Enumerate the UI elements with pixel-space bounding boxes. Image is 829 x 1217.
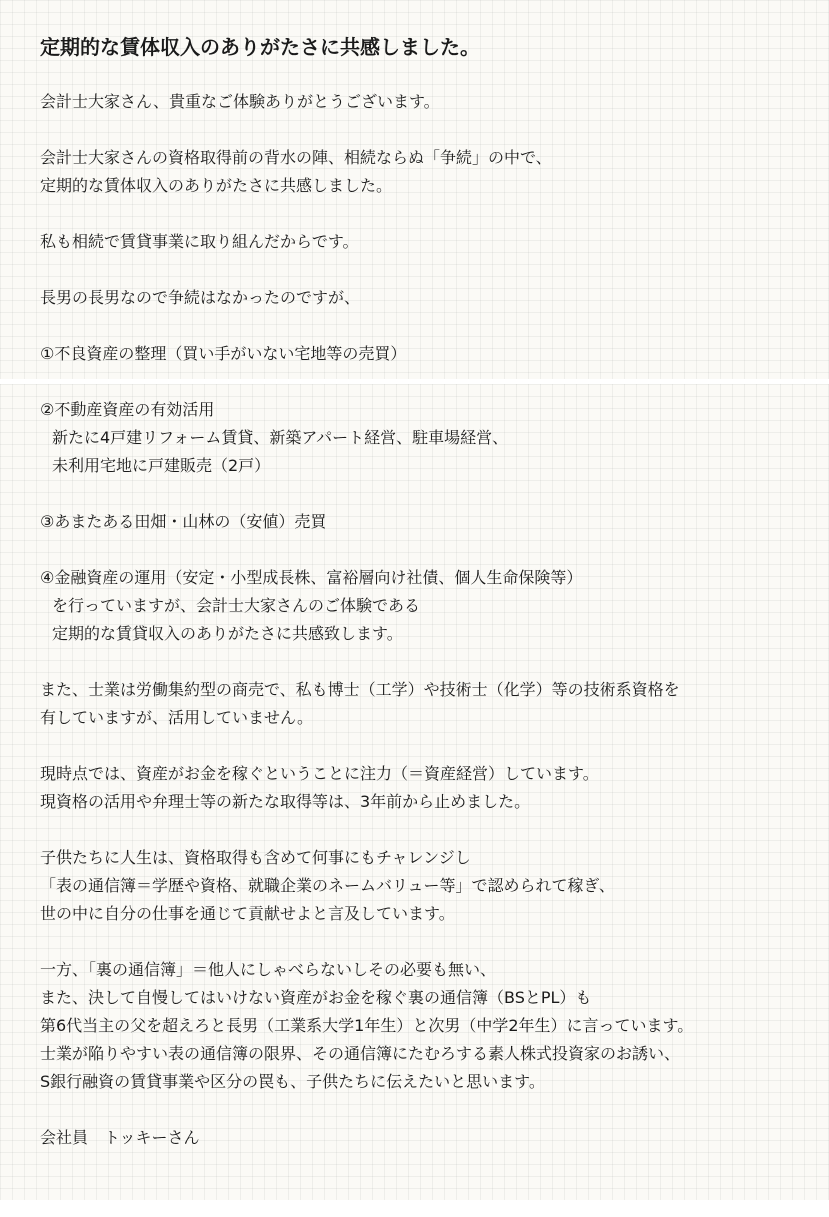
list-item-4: ④金融資産の運用（安定・小型成長株、富裕層向け社債、個人生命保険等） xyxy=(40,568,583,587)
text-line: また、決して自慢してはいけない資産がお金を稼ぐ裏の通信簿（BSとPL）も xyxy=(40,988,592,1007)
list-item-2-detail: 新たに4戸建リフォーム賃貸、新築アパート経営、駐車場経営、 xyxy=(52,428,509,447)
text-line: 士業が陥りやすい表の通信簿の限界、その通信簿にたむろする素人株式投資家のお誘い、 xyxy=(40,1044,681,1063)
text-line: 会計士大家さんの資格取得前の背水の陣、相続ならぬ「争続」の中で、 xyxy=(40,148,552,167)
greeting-line: 会計士大家さん、貴重なご体験ありがとうございます。 xyxy=(40,92,440,111)
text-line: 第6代当主の父を超えろと長男（工業系大学1年生）と次男（中学2年生）に言っています。 xyxy=(40,1016,694,1035)
text-line: 定期的な賃体収入のありがたさに共感しました。 xyxy=(40,176,393,195)
text-line: 現資格の活用や弁理士等の新たな取得等は、3年前から止めました。 xyxy=(40,792,531,811)
text-line: 私も相続で賃貸事業に取り組んだからです。 xyxy=(40,232,359,251)
list-item-2: ②不動産資産の有効活用 xyxy=(40,400,215,419)
text-line: 現時点では、資産がお金を稼ぐということに注力（＝資産経営）しています。 xyxy=(40,764,599,783)
text-line: 一方、「裏の通信簿」＝他人にしゃべらないしその必要も無い、 xyxy=(40,960,497,979)
comment-body xyxy=(40,34,820,1152)
list-item-4-detail: を行っていますが、会計士大家さんのご体験である xyxy=(52,596,421,615)
comment-signature: 会社員 トッキーさん xyxy=(40,1128,200,1147)
comment-title: 定期的な賃体収入のありがたさに共感しました。 xyxy=(40,35,480,59)
list-item-3: ③あまたある田畑・山林の（安値）売買 xyxy=(40,512,327,531)
list-item-2-detail: 未利用宅地に戸建販売（2戸） xyxy=(52,456,271,475)
text-line: また、士業は労働集約型の商売で、私も博士（工学）や技術士（化学）等の技術系資格を xyxy=(40,680,680,699)
text-line: S銀行融資の賃貸事業や区分の罠も、子供たちに伝えたいと思います。 xyxy=(40,1072,545,1091)
list-item-4-detail: 定期的な賃貸収入のありがたさに共感致します。 xyxy=(52,624,403,643)
text-line: 長男の長男なので争続はなかったのですが、 xyxy=(40,288,361,307)
list-item-1: ①不良資産の整理（買い手がいない宅地等の売買） xyxy=(40,344,407,363)
text-line: 世の中に自分の仕事を通じて貢献せよと言及しています。 xyxy=(40,904,455,923)
text-line: 「表の通信簿＝学歴や資格、就職企業のネームバリュー等」で認められて稼ぎ、 xyxy=(40,876,615,895)
text-line: 有していますが、活用していません。 xyxy=(40,708,313,727)
text-line: 子供たちに人生は、資格取得も含めて何事にもチャレンジし xyxy=(40,848,471,867)
